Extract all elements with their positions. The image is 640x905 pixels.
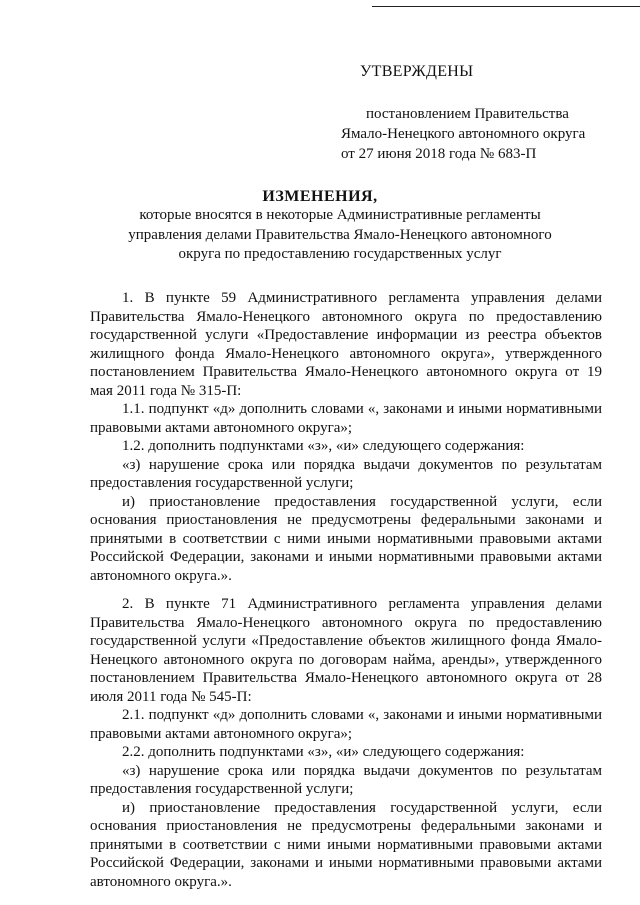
paragraph-1-2-z: «з) нарушение срока или порядка выдачи документов по результатам предоставления государственной услуги; xyxy=(90,456,602,491)
paragraph-1-1: 1.1. подпункт «д» дополнить словами «, законами и иными нормативными правовыми актами автономного округа»; xyxy=(90,401,602,436)
paragraph-2-1: 2.1. подпункт «д» дополнить словами «, законами и иными нормативными правовыми актами автономного округа»; xyxy=(90,707,602,742)
paragraph-2: 2. В пункте 71 Административного регламента управления делами Правительства Ямало-Ненецкого автономного округа по предоставлению государственной услуги «Предоставление объектов жилищного фонда Ямало-Ненецкого автономного округа по договорам найма, аренды», утвержденного постановлением Правительства Ямало-Ненецкого автономного округа от 28 июля 2011 года № 545-П: xyxy=(90,596,602,705)
approval-line: постановлением Правительства xyxy=(366,106,569,122)
document-body xyxy=(90,289,602,891)
paragraph-2-2: 2.2. дополнить подпунктами «з», «и» следующего содержания: xyxy=(122,744,525,760)
approved-heading: УТВЕРЖДЕНЫ xyxy=(360,63,474,80)
top-rule xyxy=(372,6,640,7)
approval-block xyxy=(341,104,631,164)
paragraph-1: 1. В пункте 59 Административного регламента управления делами Правительства Ямало-Ненецкого автономного округа по предоставлению государственной услуги «Предоставление информации из реестра объектов жилищного фонда Ямало-Ненецкого автономного округа», утвержденного постановлением Правительства Ямало-Ненецкого автономного округа от 19 мая 2011 года № 315-П: xyxy=(90,290,602,399)
paragraph-2-2-z: «з) нарушение срока или порядка выдачи документов по результатам предоставления государственной услуги; xyxy=(90,762,602,797)
document-title: ИЗМЕНЕНИЯ, xyxy=(262,188,378,205)
approval-line: Ямало-Ненецкого автономного округа xyxy=(341,126,586,142)
paragraph-1-2-i: и) приостановление предоставления государственной услуги, если основания приостановления не предусмотрены федеральными законами и принятыми в соответствии с ними иными нормативными правовыми актами Российской Федерации, законами и иными нормативными правовыми актами автономного округа.». xyxy=(90,493,602,584)
paragraph-2-2-i: и) приостановление предоставления государственной услуги, если основания приостановления не предусмотрены федеральными законами и принятыми в соответствии с ними иными нормативными правовыми актами Российской Федерации, законами и иными нормативными правовыми актами автономного округа.». xyxy=(90,799,602,890)
approval-line: от 27 июня 2018 года № 683-П xyxy=(341,146,537,162)
paragraph-1-2: 1.2. дополнить подпунктами «з», «и» следующего содержания: xyxy=(122,438,525,454)
document-subtitle: которые вносятся в некоторые Административные регламенты управления делами Правительства Ямало-Ненецкого автономного округа по предоставлению государственных услуг xyxy=(128,207,552,262)
